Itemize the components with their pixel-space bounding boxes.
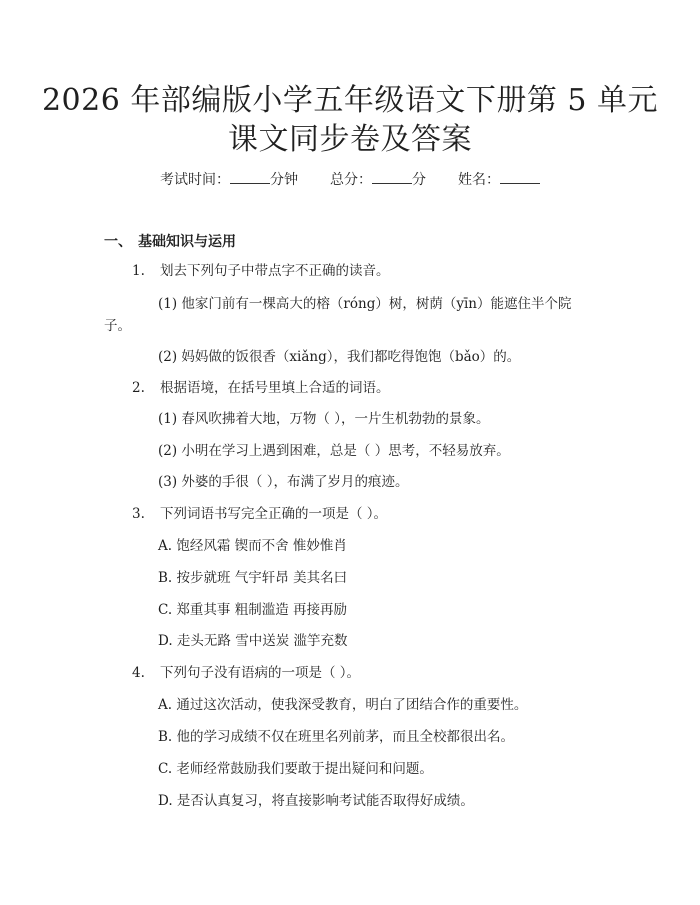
- exam-time-field: [160, 169, 298, 189]
- question-number: 2.: [132, 380, 145, 396]
- exam-time-label: 考试时间：: [160, 172, 230, 188]
- question-2-item-3: (3) 外婆的手很（ ），布满了岁月的痕迹。: [158, 474, 409, 490]
- total-score-blank: [372, 169, 412, 184]
- question-4-option-a: A. 通过这次活动，使我深受教育，明白了团结合作的重要性。: [158, 697, 528, 713]
- total-score-unit: 分: [412, 172, 426, 188]
- question-text: 下列句子没有语病的一项是（ ）。: [160, 665, 361, 681]
- question-4: [132, 664, 360, 682]
- total-score-label: 总分：: [330, 172, 372, 188]
- question-number: 3.: [132, 506, 145, 522]
- question-2-item-2: (2) 小明在学习上遇到困难，总是（ ）思考，不轻易放弃。: [158, 443, 510, 459]
- question-number: 4.: [132, 665, 145, 681]
- question-number: 1.: [132, 263, 145, 279]
- exam-time-blank: [230, 169, 270, 184]
- question-4-option-b: B. 他的学习成绩不仅在班里名列前茅，而且全校都很出名。: [158, 729, 515, 745]
- section-number: 一、: [104, 234, 132, 250]
- question-text: 下列词语书写完全正确的一项是（ ）。: [160, 506, 388, 522]
- exam-meta-row: [0, 169, 700, 189]
- question-3-option-b: B. 按步就班 气宇轩昂 美其名曰: [158, 570, 348, 586]
- student-name-label: 姓名：: [458, 172, 500, 188]
- question-3-option-a: A. 饱经风霜 锲而不舍 惟妙惟肖: [158, 538, 347, 554]
- student-name-blank: [500, 169, 540, 184]
- question-1: [132, 262, 390, 280]
- question-3-option-d: D. 走头无路 雪中送炭 滥竽充数: [158, 633, 348, 649]
- question-text: 根据语境，在括号里填上合适的词语。: [160, 380, 390, 396]
- section-title: 基础知识与运用: [138, 234, 236, 250]
- section-heading: [104, 233, 236, 251]
- question-2-item-1: (1) 春风吹拂着大地，万物（ ），一片生机勃勃的景象。: [158, 411, 490, 427]
- question-1-item-1-continued: 子。: [104, 318, 131, 334]
- page-title-line-2: 课文同步卷及答案: [228, 122, 472, 157]
- page-title-line-1: 2026 年部编版小学五年级语文下册第 5 单元: [41, 83, 659, 118]
- student-name-field: [458, 169, 540, 189]
- question-3-option-c: C. 郑重其事 粗制滥造 再接再励: [158, 602, 348, 618]
- question-3: [132, 505, 387, 523]
- question-4-option-c: C. 老师经常鼓励我们要敢于提出疑问和问题。: [158, 761, 433, 777]
- exam-time-unit: 分钟: [270, 172, 298, 188]
- question-4-option-d: D. 是否认真复习，将直接影响考试能否取得好成绩。: [158, 793, 474, 809]
- question-1-item-1: (1) 他家门前有一棵高大的榕（róng）树，树荫（yīn）能遮住半个院: [158, 296, 572, 312]
- total-score-field: [330, 169, 426, 189]
- question-text: 划去下列句子中带点字不正确的读音。: [160, 263, 390, 279]
- question-1-item-2: (2) 妈妈做的饭很香（xiǎng），我们都吃得饱饱（bǎo）的。: [158, 349, 521, 365]
- question-2: [132, 379, 390, 397]
